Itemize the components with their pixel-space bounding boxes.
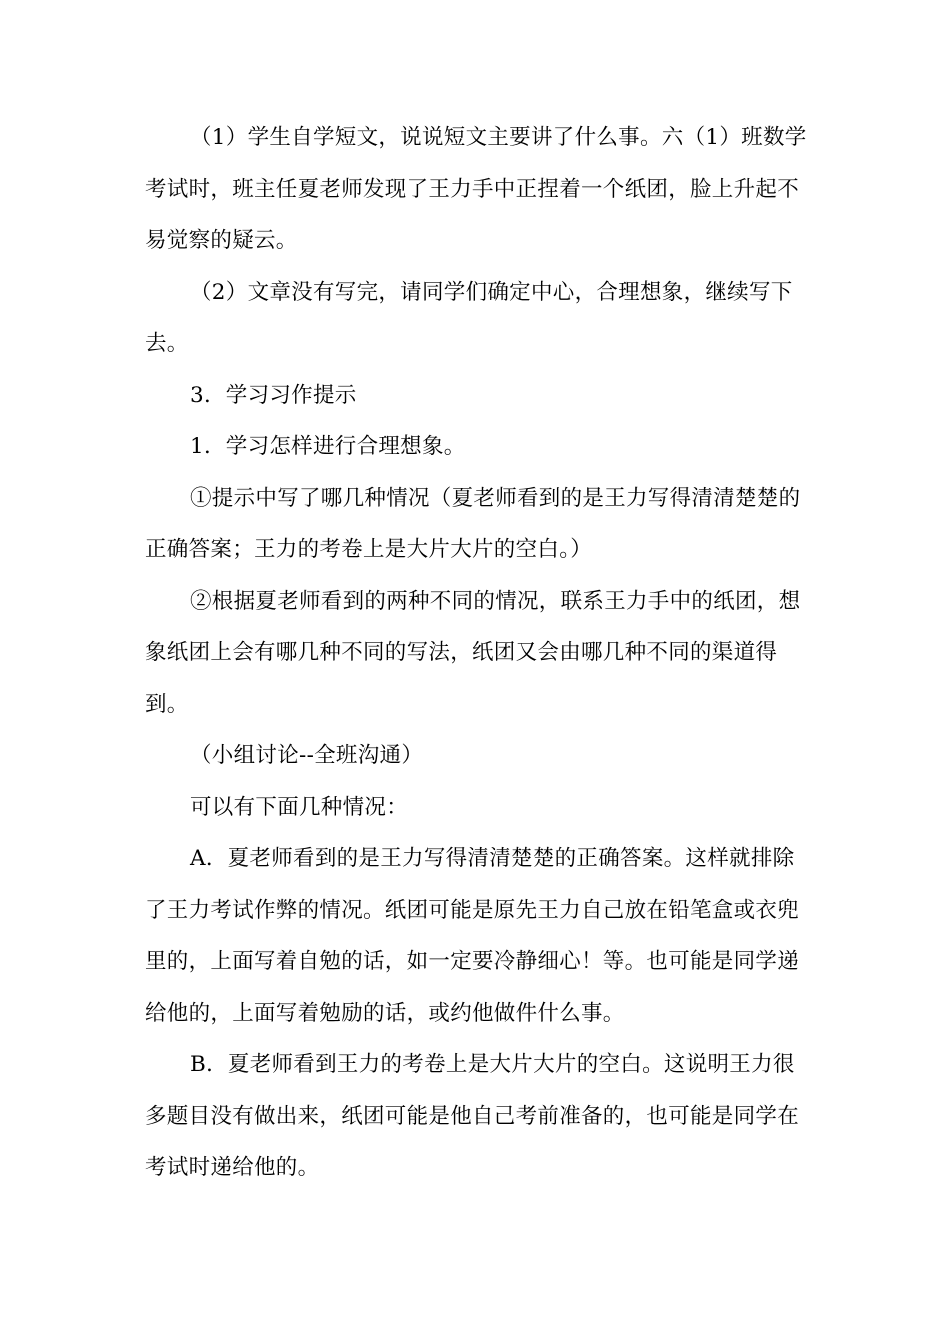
paragraph-possible-cases: 可以有下面几种情况： <box>190 794 409 820</box>
paragraph-self-study: （1）学生自学短文，说说短文主要讲了什么事。六（1）班数学考试时，班主任夏老师发现了王力手中正捏着一个纸团，脸上升起不易觉察的疑云。 <box>145 125 807 253</box>
document-body <box>145 112 810 1194</box>
paragraph-group-discussion: （小组讨论--全班沟通） <box>190 743 424 768</box>
paragraph-case-b: B．夏老师看到王力的考卷上是大片大片的空白。这说明王力很多题目没有做出来，纸团可能是他自己考前准备的，也可能是同学在考试时递给他的。 <box>145 1052 800 1180</box>
paragraph-situations-in-hint: ①提示中写了哪几种情况（夏老师看到的是王力写得清清楚楚的正确答案；王力的考卷上是大片大片的空白。） <box>145 485 801 562</box>
paragraph-reasonable-imagination: 1．学习怎样进行合理想象。 <box>190 434 466 459</box>
paragraph-imagine-paper-ball: ②根据夏老师看到的两种不同的情况，联系王力手中的纸团，想象纸团上会有哪几种不同的写法，纸团又会由哪几种不同的渠道得到。 <box>145 588 801 717</box>
paragraph-case-a: A．夏老师看到的是王力写得清清楚楚的正确答案。这样就排除了王力考试作弊的情况。纸团可能是原先王力自己放在铅笔盒或衣兜里的，上面写着自勉的话，如一定要冷静细心！等。也可能是同学递给他的，上面写着勉励的话，或约他做件什么事。 <box>145 846 800 1026</box>
paragraph-heading-tips: 3．学习习作提示 <box>190 382 357 408</box>
paragraph-continue-writing: （2）文章没有写完，请同学们确定中心，合理想象，继续写下去。 <box>145 279 793 356</box>
